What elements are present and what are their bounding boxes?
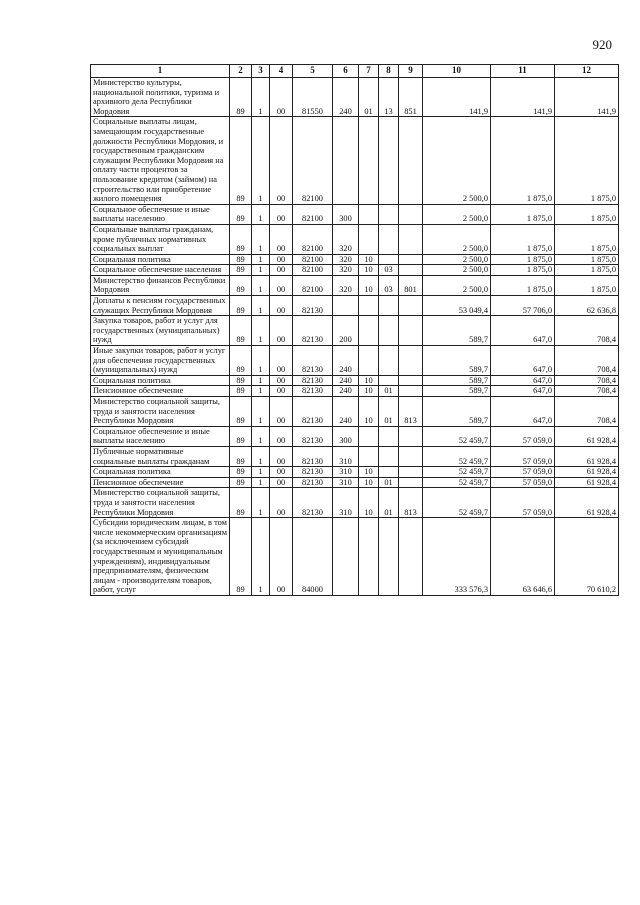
- code-3-cell: 1: [252, 426, 270, 446]
- column-header: 1: [91, 65, 230, 78]
- code-7-cell: [359, 204, 379, 224]
- code-2-cell: 89: [230, 275, 252, 295]
- amount-12-cell: 61 928,4: [555, 467, 619, 478]
- code-8-cell: 03: [379, 265, 399, 276]
- code-6-cell: [333, 117, 359, 204]
- amount-11-cell: 1 875,0: [491, 117, 555, 204]
- code-3-cell: 1: [252, 397, 270, 427]
- row-name-cell: Доплаты к пенсиям государственных служащих Республики Мордовия: [91, 296, 230, 316]
- code-3-cell: 1: [252, 265, 270, 276]
- amount-10-cell: 589,7: [423, 375, 491, 386]
- code-3-cell: 1: [252, 224, 270, 254]
- table-row: [91, 518, 619, 596]
- code-4-cell: 00: [270, 265, 293, 276]
- code-5-cell: 82130: [293, 397, 333, 427]
- code-8-cell: [379, 224, 399, 254]
- amount-11-cell: 1 875,0: [491, 204, 555, 224]
- header-row: [91, 65, 619, 78]
- code-2-cell: 89: [230, 397, 252, 427]
- row-name-cell: Пенсионное обеспечение: [91, 386, 230, 397]
- amount-12-cell: 61 928,4: [555, 446, 619, 466]
- code-4-cell: 00: [270, 224, 293, 254]
- code-8-cell: [379, 117, 399, 204]
- amount-12-cell: 708,4: [555, 316, 619, 346]
- code-8-cell: [379, 446, 399, 466]
- code-3-cell: 1: [252, 204, 270, 224]
- column-header: 5: [293, 65, 333, 78]
- code-3-cell: 1: [252, 275, 270, 295]
- code-5-cell: 82100: [293, 204, 333, 224]
- column-header: 10: [423, 65, 491, 78]
- code-8-cell: [379, 346, 399, 376]
- column-header: 11: [491, 65, 555, 78]
- code-7-cell: [359, 117, 379, 204]
- code-5-cell: 81550: [293, 78, 333, 117]
- table-row: [91, 296, 619, 316]
- code-9-cell: [399, 375, 423, 386]
- table-row: [91, 117, 619, 204]
- code-4-cell: 00: [270, 296, 293, 316]
- code-9-cell: [399, 204, 423, 224]
- table-row: [91, 204, 619, 224]
- amount-10-cell: 2 500,0: [423, 254, 491, 265]
- table-row: [91, 224, 619, 254]
- code-3-cell: 1: [252, 254, 270, 265]
- amount-10-cell: 589,7: [423, 316, 491, 346]
- row-name-cell: Социальное обеспечение и иные выплаты населению: [91, 426, 230, 446]
- code-2-cell: 89: [230, 296, 252, 316]
- table-row: [91, 346, 619, 376]
- amount-12-cell: 61 928,4: [555, 488, 619, 518]
- amount-11-cell: 57 706,0: [491, 296, 555, 316]
- code-3-cell: 1: [252, 78, 270, 117]
- code-3-cell: 1: [252, 296, 270, 316]
- code-2-cell: 89: [230, 204, 252, 224]
- table-row: [91, 254, 619, 265]
- amount-12-cell: 708,4: [555, 346, 619, 376]
- code-3-cell: 1: [252, 386, 270, 397]
- column-header: 12: [555, 65, 619, 78]
- code-9-cell: [399, 316, 423, 346]
- code-9-cell: [399, 346, 423, 376]
- row-name-cell: Министерство финансов Республики Мордовия: [91, 275, 230, 295]
- table-row: [91, 467, 619, 478]
- amount-11-cell: 63 646,6: [491, 518, 555, 596]
- table-row: [91, 386, 619, 397]
- code-7-cell: [359, 346, 379, 376]
- amount-12-cell: 61 928,4: [555, 426, 619, 446]
- code-6-cell: 310: [333, 446, 359, 466]
- code-2-cell: 89: [230, 346, 252, 376]
- amount-11-cell: 57 059,0: [491, 426, 555, 446]
- amount-10-cell: 52 459,7: [423, 426, 491, 446]
- code-9-cell: [399, 224, 423, 254]
- code-6-cell: 320: [333, 275, 359, 295]
- code-3-cell: 1: [252, 467, 270, 478]
- amount-12-cell: 62 636,8: [555, 296, 619, 316]
- code-7-cell: 10: [359, 265, 379, 276]
- code-6-cell: 320: [333, 254, 359, 265]
- amount-11-cell: 57 059,0: [491, 477, 555, 488]
- amount-12-cell: 708,4: [555, 375, 619, 386]
- budget-table: [90, 64, 619, 596]
- code-4-cell: 00: [270, 346, 293, 376]
- code-7-cell: 10: [359, 254, 379, 265]
- code-9-cell: [399, 477, 423, 488]
- code-2-cell: 89: [230, 78, 252, 117]
- column-header: 9: [399, 65, 423, 78]
- column-header: 6: [333, 65, 359, 78]
- code-9-cell: [399, 117, 423, 204]
- table-row: [91, 477, 619, 488]
- amount-11-cell: 647,0: [491, 386, 555, 397]
- code-8-cell: [379, 204, 399, 224]
- amount-11-cell: 647,0: [491, 316, 555, 346]
- code-6-cell: 310: [333, 467, 359, 478]
- code-7-cell: 10: [359, 488, 379, 518]
- code-8-cell: [379, 296, 399, 316]
- code-4-cell: 00: [270, 426, 293, 446]
- code-9-cell: 813: [399, 397, 423, 427]
- code-7-cell: 10: [359, 397, 379, 427]
- row-name-cell: Субсидии юридическим лицам, в том числе некоммерческим организациям (за исключением субсидий государственным и муниципальным учреждениям), индивидуальным предпринимателям, физическим лицам - производителям товаров, работ, услуг: [91, 518, 230, 596]
- code-8-cell: [379, 375, 399, 386]
- amount-10-cell: 53 049,4: [423, 296, 491, 316]
- code-5-cell: 82130: [293, 477, 333, 488]
- row-name-cell: Министерство социальной защиты, труда и занятости населения Республики Мордовия: [91, 397, 230, 427]
- code-4-cell: 00: [270, 204, 293, 224]
- amount-10-cell: 2 500,0: [423, 265, 491, 276]
- code-9-cell: [399, 446, 423, 466]
- code-2-cell: 89: [230, 224, 252, 254]
- row-name-cell: Социальное обеспечение и иные выплаты населению: [91, 204, 230, 224]
- column-header: 4: [270, 65, 293, 78]
- code-4-cell: 00: [270, 477, 293, 488]
- code-5-cell: 82100: [293, 275, 333, 295]
- code-5-cell: 82130: [293, 426, 333, 446]
- code-8-cell: 13: [379, 78, 399, 117]
- amount-12-cell: 70 610,2: [555, 518, 619, 596]
- amount-11-cell: 1 875,0: [491, 254, 555, 265]
- row-name-cell: Социальная политика: [91, 254, 230, 265]
- code-8-cell: 01: [379, 488, 399, 518]
- code-2-cell: 89: [230, 316, 252, 346]
- amount-11-cell: 1 875,0: [491, 265, 555, 276]
- code-6-cell: 320: [333, 224, 359, 254]
- column-header: 3: [252, 65, 270, 78]
- code-6-cell: 300: [333, 426, 359, 446]
- code-5-cell: 82100: [293, 117, 333, 204]
- code-7-cell: 01: [359, 78, 379, 117]
- column-header: 7: [359, 65, 379, 78]
- code-2-cell: 89: [230, 386, 252, 397]
- code-9-cell: [399, 426, 423, 446]
- page-number: 920: [592, 37, 612, 52]
- code-9-cell: [399, 296, 423, 316]
- code-8-cell: 01: [379, 477, 399, 488]
- code-5-cell: 84000: [293, 518, 333, 596]
- code-8-cell: [379, 316, 399, 346]
- code-5-cell: 82130: [293, 467, 333, 478]
- amount-11-cell: 57 059,0: [491, 446, 555, 466]
- row-name-cell: Закупка товаров, работ и услуг для государственных (муниципальных) нужд: [91, 316, 230, 346]
- code-2-cell: 89: [230, 426, 252, 446]
- code-7-cell: 10: [359, 375, 379, 386]
- code-8-cell: 01: [379, 386, 399, 397]
- code-4-cell: 00: [270, 488, 293, 518]
- amount-10-cell: 52 459,7: [423, 467, 491, 478]
- code-2-cell: 89: [230, 375, 252, 386]
- code-7-cell: 10: [359, 386, 379, 397]
- code-6-cell: [333, 296, 359, 316]
- code-3-cell: 1: [252, 477, 270, 488]
- code-3-cell: 1: [252, 117, 270, 204]
- amount-10-cell: 2 500,0: [423, 117, 491, 204]
- table-row: [91, 265, 619, 276]
- code-4-cell: 00: [270, 375, 293, 386]
- amount-11-cell: 141,9: [491, 78, 555, 117]
- code-2-cell: 89: [230, 446, 252, 466]
- code-6-cell: 320: [333, 265, 359, 276]
- amount-12-cell: 1 875,0: [555, 224, 619, 254]
- code-6-cell: 310: [333, 488, 359, 518]
- code-3-cell: 1: [252, 446, 270, 466]
- code-8-cell: 01: [379, 397, 399, 427]
- amount-12-cell: 1 875,0: [555, 275, 619, 295]
- code-4-cell: 00: [270, 467, 293, 478]
- code-5-cell: 82100: [293, 224, 333, 254]
- code-5-cell: 82130: [293, 346, 333, 376]
- code-9-cell: 801: [399, 275, 423, 295]
- table-body: [91, 78, 619, 596]
- code-4-cell: 00: [270, 275, 293, 295]
- amount-12-cell: 141,9: [555, 78, 619, 117]
- amount-11-cell: 1 875,0: [491, 275, 555, 295]
- code-7-cell: [359, 426, 379, 446]
- table-row: [91, 488, 619, 518]
- code-4-cell: 00: [270, 316, 293, 346]
- table-row: [91, 78, 619, 117]
- amount-11-cell: 1 875,0: [491, 224, 555, 254]
- amount-10-cell: 52 459,7: [423, 488, 491, 518]
- code-8-cell: [379, 518, 399, 596]
- code-5-cell: 82100: [293, 265, 333, 276]
- row-name-cell: Социальная политика: [91, 467, 230, 478]
- table-row: [91, 397, 619, 427]
- table-row: [91, 316, 619, 346]
- amount-10-cell: 52 459,7: [423, 477, 491, 488]
- table-row: [91, 375, 619, 386]
- code-5-cell: 82100: [293, 254, 333, 265]
- table-row: [91, 426, 619, 446]
- code-2-cell: 89: [230, 254, 252, 265]
- amount-11-cell: 647,0: [491, 397, 555, 427]
- code-3-cell: 1: [252, 346, 270, 376]
- code-6-cell: 200: [333, 316, 359, 346]
- code-2-cell: 89: [230, 265, 252, 276]
- code-8-cell: [379, 467, 399, 478]
- amount-12-cell: 61 928,4: [555, 477, 619, 488]
- amount-10-cell: 589,7: [423, 397, 491, 427]
- code-2-cell: 89: [230, 477, 252, 488]
- amount-10-cell: 2 500,0: [423, 275, 491, 295]
- amount-12-cell: 1 875,0: [555, 117, 619, 204]
- code-4-cell: 00: [270, 446, 293, 466]
- code-4-cell: 00: [270, 254, 293, 265]
- code-7-cell: 10: [359, 477, 379, 488]
- code-5-cell: 82130: [293, 316, 333, 346]
- amount-10-cell: 2 500,0: [423, 204, 491, 224]
- code-6-cell: 300: [333, 204, 359, 224]
- code-3-cell: 1: [252, 316, 270, 346]
- row-name-cell: Социальные выплаты гражданам, кроме публичных нормативных социальных выплат: [91, 224, 230, 254]
- code-4-cell: 00: [270, 117, 293, 204]
- code-5-cell: 82130: [293, 296, 333, 316]
- code-8-cell: [379, 426, 399, 446]
- code-3-cell: 1: [252, 518, 270, 596]
- code-4-cell: 00: [270, 397, 293, 427]
- code-5-cell: 82130: [293, 488, 333, 518]
- row-name-cell: Социальное обеспечение населения: [91, 265, 230, 276]
- code-6-cell: [333, 518, 359, 596]
- amount-12-cell: 1 875,0: [555, 265, 619, 276]
- code-4-cell: 00: [270, 518, 293, 596]
- code-9-cell: 851: [399, 78, 423, 117]
- amount-11-cell: 57 059,0: [491, 488, 555, 518]
- code-4-cell: 00: [270, 386, 293, 397]
- amount-11-cell: 647,0: [491, 375, 555, 386]
- code-5-cell: 82130: [293, 386, 333, 397]
- code-9-cell: [399, 265, 423, 276]
- code-2-cell: 89: [230, 117, 252, 204]
- code-3-cell: 1: [252, 375, 270, 386]
- code-7-cell: 10: [359, 275, 379, 295]
- code-5-cell: 82130: [293, 446, 333, 466]
- row-name-cell: Министерство культуры, национальной политики, туризма и архивного дела Республики Мордовия: [91, 78, 230, 117]
- code-6-cell: 310: [333, 477, 359, 488]
- amount-10-cell: 589,7: [423, 386, 491, 397]
- row-name-cell: Социальная политика: [91, 375, 230, 386]
- code-3-cell: 1: [252, 488, 270, 518]
- amount-11-cell: 647,0: [491, 346, 555, 376]
- amount-10-cell: 141,9: [423, 78, 491, 117]
- row-name-cell: Пенсионное обеспечение: [91, 477, 230, 488]
- table-row: [91, 446, 619, 466]
- code-6-cell: 240: [333, 375, 359, 386]
- row-name-cell: Министерство социальной защиты, труда и занятости населения Республики Мордовия: [91, 488, 230, 518]
- amount-10-cell: 333 576,3: [423, 518, 491, 596]
- code-2-cell: 89: [230, 488, 252, 518]
- amount-12-cell: 1 875,0: [555, 204, 619, 224]
- code-9-cell: [399, 518, 423, 596]
- row-name-cell: Социальные выплаты лицам, замещающим государственные должности Республики Мордовия, и государственным гражданским служащим Республики Мордовия на оплату части процентов за пользование кредитом (займом) на строительство или приобретение жилого помещения: [91, 117, 230, 204]
- code-7-cell: [359, 224, 379, 254]
- code-7-cell: [359, 518, 379, 596]
- code-4-cell: 00: [270, 78, 293, 117]
- code-5-cell: 82130: [293, 375, 333, 386]
- code-8-cell: [379, 254, 399, 265]
- column-header: 2: [230, 65, 252, 78]
- table-row: [91, 275, 619, 295]
- code-6-cell: 240: [333, 346, 359, 376]
- amount-12-cell: 708,4: [555, 397, 619, 427]
- amount-10-cell: 2 500,0: [423, 224, 491, 254]
- code-7-cell: 10: [359, 467, 379, 478]
- code-9-cell: [399, 467, 423, 478]
- code-2-cell: 89: [230, 518, 252, 596]
- amount-10-cell: 52 459,7: [423, 446, 491, 466]
- amount-11-cell: 57 059,0: [491, 467, 555, 478]
- column-header: 8: [379, 65, 399, 78]
- amount-12-cell: 1 875,0: [555, 254, 619, 265]
- code-7-cell: [359, 296, 379, 316]
- code-9-cell: [399, 254, 423, 265]
- code-6-cell: 240: [333, 78, 359, 117]
- code-9-cell: [399, 386, 423, 397]
- amount-12-cell: 708,4: [555, 386, 619, 397]
- code-6-cell: 240: [333, 397, 359, 427]
- row-name-cell: Иные закупки товаров, работ и услуг для обеспечения государственных (муниципальных) нужд: [91, 346, 230, 376]
- row-name-cell: Публичные нормативные социальные выплаты гражданам: [91, 446, 230, 466]
- code-6-cell: 240: [333, 386, 359, 397]
- amount-10-cell: 589,7: [423, 346, 491, 376]
- code-8-cell: 03: [379, 275, 399, 295]
- code-7-cell: [359, 316, 379, 346]
- code-7-cell: [359, 446, 379, 466]
- code-2-cell: 89: [230, 467, 252, 478]
- code-9-cell: 813: [399, 488, 423, 518]
